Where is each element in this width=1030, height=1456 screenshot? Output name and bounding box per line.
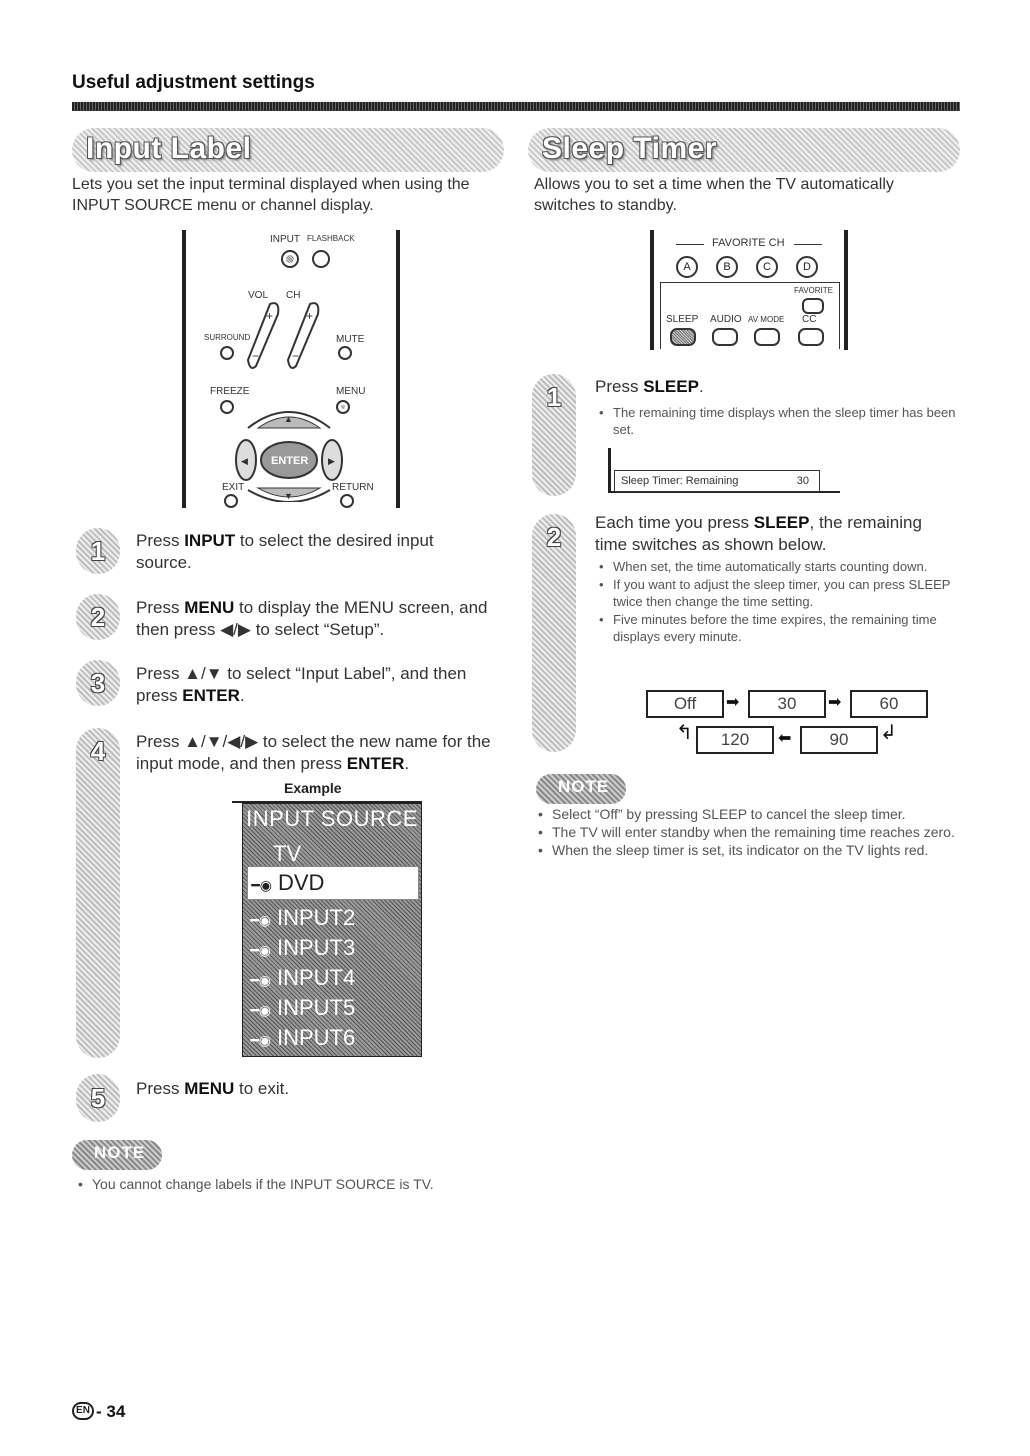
remote-freeze-label: FREEZE [210, 386, 250, 397]
section-title-input-label: Input Label [86, 132, 252, 165]
menu-item-input4: ━◉ INPUT4 [247, 960, 429, 996]
display-value: 30 [796, 475, 809, 487]
input-label-step-3: Press ▲/▼ to select “Input Label”, and then press ENTER. [136, 664, 467, 705]
step-badge-sleep-1: 1 [532, 374, 576, 496]
section-banner-input-label [72, 128, 504, 172]
note-badge-right: NOTE [536, 774, 626, 804]
language-badge: EN [72, 1402, 94, 1420]
remote-illustration-right [650, 230, 848, 350]
input-plug-icon: ━◉ [250, 1002, 271, 1018]
svg-text:+: + [306, 309, 314, 323]
cycle-120: 120 [696, 726, 774, 754]
sleep-timer-display [614, 470, 820, 492]
remote-input-label: INPUT [270, 234, 300, 245]
av-mode-button [754, 328, 780, 346]
input-plug-icon: ━◉ [250, 1032, 271, 1048]
arrow-right-icon: ➡ [726, 694, 740, 711]
favorite-b-button: B [716, 256, 738, 278]
input-plug-icon: ━◉ [250, 942, 271, 958]
remote-return-label: RETURN [332, 482, 374, 493]
input-plug-icon: ━◉ [251, 877, 272, 893]
favorite-a-button: A [676, 256, 698, 278]
remote-ch-label: CH [286, 290, 301, 301]
step-badge-1: 1 [76, 528, 120, 574]
input-plug-icon: ━◉ [250, 972, 271, 988]
menu-item-tv: TV [273, 841, 302, 866]
input-source-menu [242, 803, 422, 1057]
cc-button [798, 328, 824, 346]
example-label: Example [284, 780, 342, 796]
remote-menu-label: MENU [336, 386, 366, 397]
cc-label: CC [802, 314, 817, 325]
cycle-90: 90 [800, 726, 878, 754]
bullet-item: • Five minutes before the time expires, the remaining time displays every minute. [597, 611, 957, 645]
note-item: • When the sleep timer is set, its indicator on the TV lights red. [536, 842, 966, 859]
remote-mute-label: MUTE [336, 334, 365, 345]
note-badge-left: NOTE [72, 1140, 162, 1170]
svg-text:−: − [252, 349, 260, 363]
cycle-60: 60 [850, 690, 928, 718]
sleep-label: SLEEP [666, 314, 699, 325]
step-badge-4: 4 [76, 728, 120, 1058]
svg-text:▼: ▼ [284, 491, 293, 501]
favorite-ch-label: FAVORITE CH [712, 237, 785, 249]
sleep-step-1-bullets [597, 404, 957, 439]
svg-text:▲: ▲ [284, 414, 293, 424]
audio-button [712, 328, 738, 346]
fav-rule-right [794, 244, 822, 245]
sleep-step-2-bullets [597, 558, 957, 646]
menu-item-dvd-selected: ━◉ DVD [247, 866, 419, 900]
remote-surround-label: SURROUND [204, 333, 251, 342]
remote-exit-label: EXIT [222, 482, 245, 493]
arrow-right-icon: ➡ [828, 694, 842, 711]
input-label-step-5: Press MENU to exit. [136, 1079, 290, 1098]
menu-item-input6: ━◉ INPUT6 [247, 1020, 429, 1056]
menu-item-input2: ━◉ INPUT2 [247, 900, 429, 936]
page-number: - 34 [96, 1402, 126, 1421]
cycle-off: Off [646, 690, 724, 718]
menu-title: INPUT SOURCE [246, 806, 418, 831]
header-rule [72, 102, 960, 111]
svg-text:−: − [292, 349, 300, 363]
favorite-label: FAVORITE [794, 286, 833, 295]
vol-ch-rockers-icon [240, 300, 340, 370]
bullet-item: • The remaining time displays when the sleep timer has been set. [597, 404, 957, 438]
sleep-button [670, 328, 696, 346]
sleep-step-2: Each time you press SLEEP, the remaining time switches as shown below. [595, 513, 922, 554]
note-item: • The TV will enter standby when the remaining time reaches zero. [536, 824, 966, 841]
arrow-down-left-icon: ↲ [880, 722, 897, 744]
page-title: Useful adjustment settings [72, 72, 315, 93]
favorite-button [802, 298, 824, 314]
step-badge-3: 3 [76, 660, 120, 706]
favorite-c-button: C [756, 256, 778, 278]
return-button [340, 494, 354, 508]
audio-label: AUDIO [710, 314, 742, 325]
remote-flashback-label: FLASHBACK [307, 234, 355, 243]
svg-text:+: + [266, 309, 274, 323]
display-label: Sleep Timer: Remaining [621, 475, 739, 487]
av-mode-label: AV MODE [748, 315, 785, 324]
flashback-button [312, 250, 330, 268]
note-item: • Select “Off” by pressing SLEEP to cancel the sleep timer. [536, 806, 966, 823]
note-item: • You cannot change labels if the INPUT SOURCE is TV. [76, 1176, 506, 1193]
svg-text:▶: ▶ [328, 456, 335, 466]
input-label-step-2: Press MENU to display the MENU screen, and then press ◀/▶ to select “Setup”. [136, 598, 488, 639]
remote-illustration-left [182, 230, 400, 508]
sleep-timer-note [536, 806, 966, 860]
step-badge-2: 2 [76, 594, 120, 640]
input-label-note [76, 1176, 506, 1194]
display-frame-left [608, 448, 611, 492]
input-plug-icon: ━◉ [250, 912, 271, 928]
step-badge-sleep-2: 2 [532, 514, 576, 752]
svg-text:◀: ◀ [241, 456, 248, 466]
input-button [281, 250, 299, 268]
arrow-left-icon: ⬅ [778, 730, 792, 747]
mute-button [338, 346, 352, 360]
bullet-item: • If you want to adjust the sleep timer, you can press SLEEP twice then change the time setting. [597, 576, 957, 610]
sleep-timer-intro: Allows you to set a time when the TV automatically switches to standby. [534, 176, 894, 214]
bullet-item: • When set, the time automatically starts counting down. [597, 558, 957, 575]
fav-rule-left [676, 244, 704, 245]
svg-text:ENTER: ENTER [271, 455, 309, 467]
surround-button [220, 346, 234, 360]
menu-item-input3: ━◉ INPUT3 [247, 930, 429, 966]
input-label-step-1: Press INPUT to select the desired input source. [136, 531, 434, 572]
input-label-step-4: Press ▲/▼/◀/▶ to select the new name for the input mode, and then press ENTER. [136, 732, 491, 773]
cycle-30: 30 [748, 690, 826, 718]
remote-vol-label: VOL [248, 290, 269, 301]
section-banner-sleep-timer [528, 128, 960, 172]
step-badge-5: 5 [76, 1074, 120, 1122]
section-title-sleep-timer: Sleep Timer [542, 132, 718, 165]
exit-button [224, 494, 238, 508]
sleep-step-1: Press SLEEP. [595, 377, 704, 396]
input-label-intro: Lets you set the input terminal displayed when using the INPUT SOURCE menu or channel display. [72, 176, 470, 214]
favorite-d-button: D [796, 256, 818, 278]
arrow-up-return-icon: ↰ [676, 722, 693, 744]
menu-item-input5: ━◉ INPUT5 [247, 990, 429, 1026]
